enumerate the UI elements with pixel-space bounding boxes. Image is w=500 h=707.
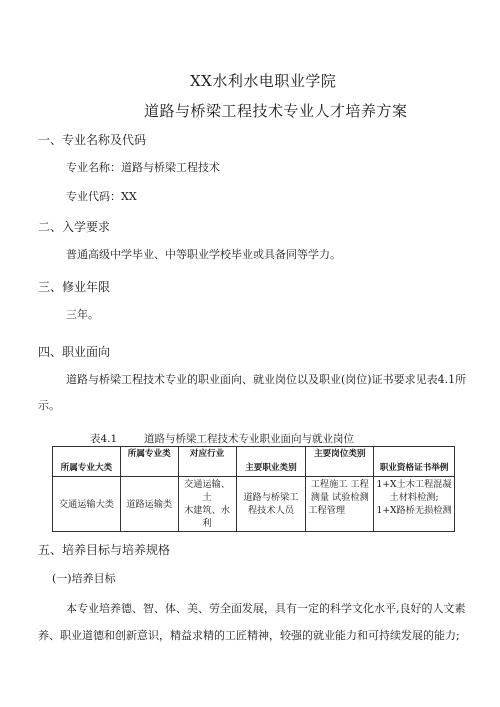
section-5-text-line2: 养、职业道德和创新意识，精益求精的工匠精神，较强的就业能力和可持续发展的能力;	[38, 629, 460, 642]
table-row	[53, 477, 455, 532]
document-title: 道路与桥梁工程技术专业人才培养方案	[144, 102, 408, 120]
school-name: XX水利水电职业学院	[190, 72, 337, 90]
table-caption-title: 道路与桥梁工程技术专业职业面向与就业岗位	[144, 433, 354, 445]
section-4-text-line2: 示。	[38, 399, 60, 412]
cell-occupation	[236, 477, 306, 532]
cell-industry-line1: 交通运输、土	[184, 479, 231, 503]
cell-occupation-line2: 程技术人员	[247, 505, 294, 516]
header-major-category: 所属专业大类	[53, 447, 121, 477]
cell-position-line2: 测量 试验检测	[310, 492, 369, 503]
section-5-heading: 五、培养目标与培养规格	[38, 543, 171, 557]
section-2-heading: 二、入学要求	[38, 220, 111, 234]
duration-text: 三年。	[66, 308, 99, 321]
section-5-text-line1: 本专业培养德、智、体、美、劳全面发展，具有一定的科学文化水平,良好的人文素	[66, 602, 466, 615]
section-4-text-line1: 道路与桥梁工程技术专业的职业面向、就业岗位以及职业(岗位)证书要求见表4.1所	[66, 373, 467, 386]
cell-position-line1: 工程施工 工程	[310, 479, 369, 490]
major-code: 专业代码：XX	[66, 190, 137, 203]
cell-major-category: 交通运输大类	[53, 477, 121, 532]
cell-industry-line2: 木建筑、水利	[184, 505, 231, 529]
header-industry: 对应行业	[178, 447, 236, 477]
header-occupation: 主要职业类别	[236, 447, 306, 477]
header-position: 主要岗位类别	[306, 447, 374, 477]
cell-certificate-line3: 1+X路桥无损检测	[376, 505, 452, 516]
admission-text: 普通高级中学毕业、中等职业学校毕业或具备同等学力。	[66, 248, 341, 261]
cell-certificate-line1: 1+X土木工程混凝	[376, 479, 452, 490]
cell-position-line3: 工程管理	[308, 505, 346, 516]
cell-occupation-line1: 道路与桥梁工	[243, 492, 299, 503]
cell-major-class: 道路运输类	[120, 477, 178, 532]
section-4-heading: 四、职业面向	[38, 345, 111, 359]
section-3-heading: 三、修业年限	[38, 280, 111, 294]
header-certificate: 职业资格证书举例	[374, 447, 455, 477]
cell-industry	[178, 477, 236, 532]
cell-certificate	[374, 477, 455, 532]
cell-position	[306, 477, 374, 532]
table-caption-number: 表4.1	[90, 433, 118, 445]
cell-certificate-line2: 土材料检测;	[389, 492, 439, 503]
table-header-row	[53, 447, 455, 477]
section-5-subheading: (一)培养目标	[52, 572, 116, 585]
career-table	[52, 446, 455, 532]
section-1-heading: 一、专业名称及代码	[38, 133, 147, 147]
header-major-class: 所属专业类	[120, 447, 178, 477]
major-name: 专业名称：道路与桥梁工程技术	[66, 161, 220, 174]
